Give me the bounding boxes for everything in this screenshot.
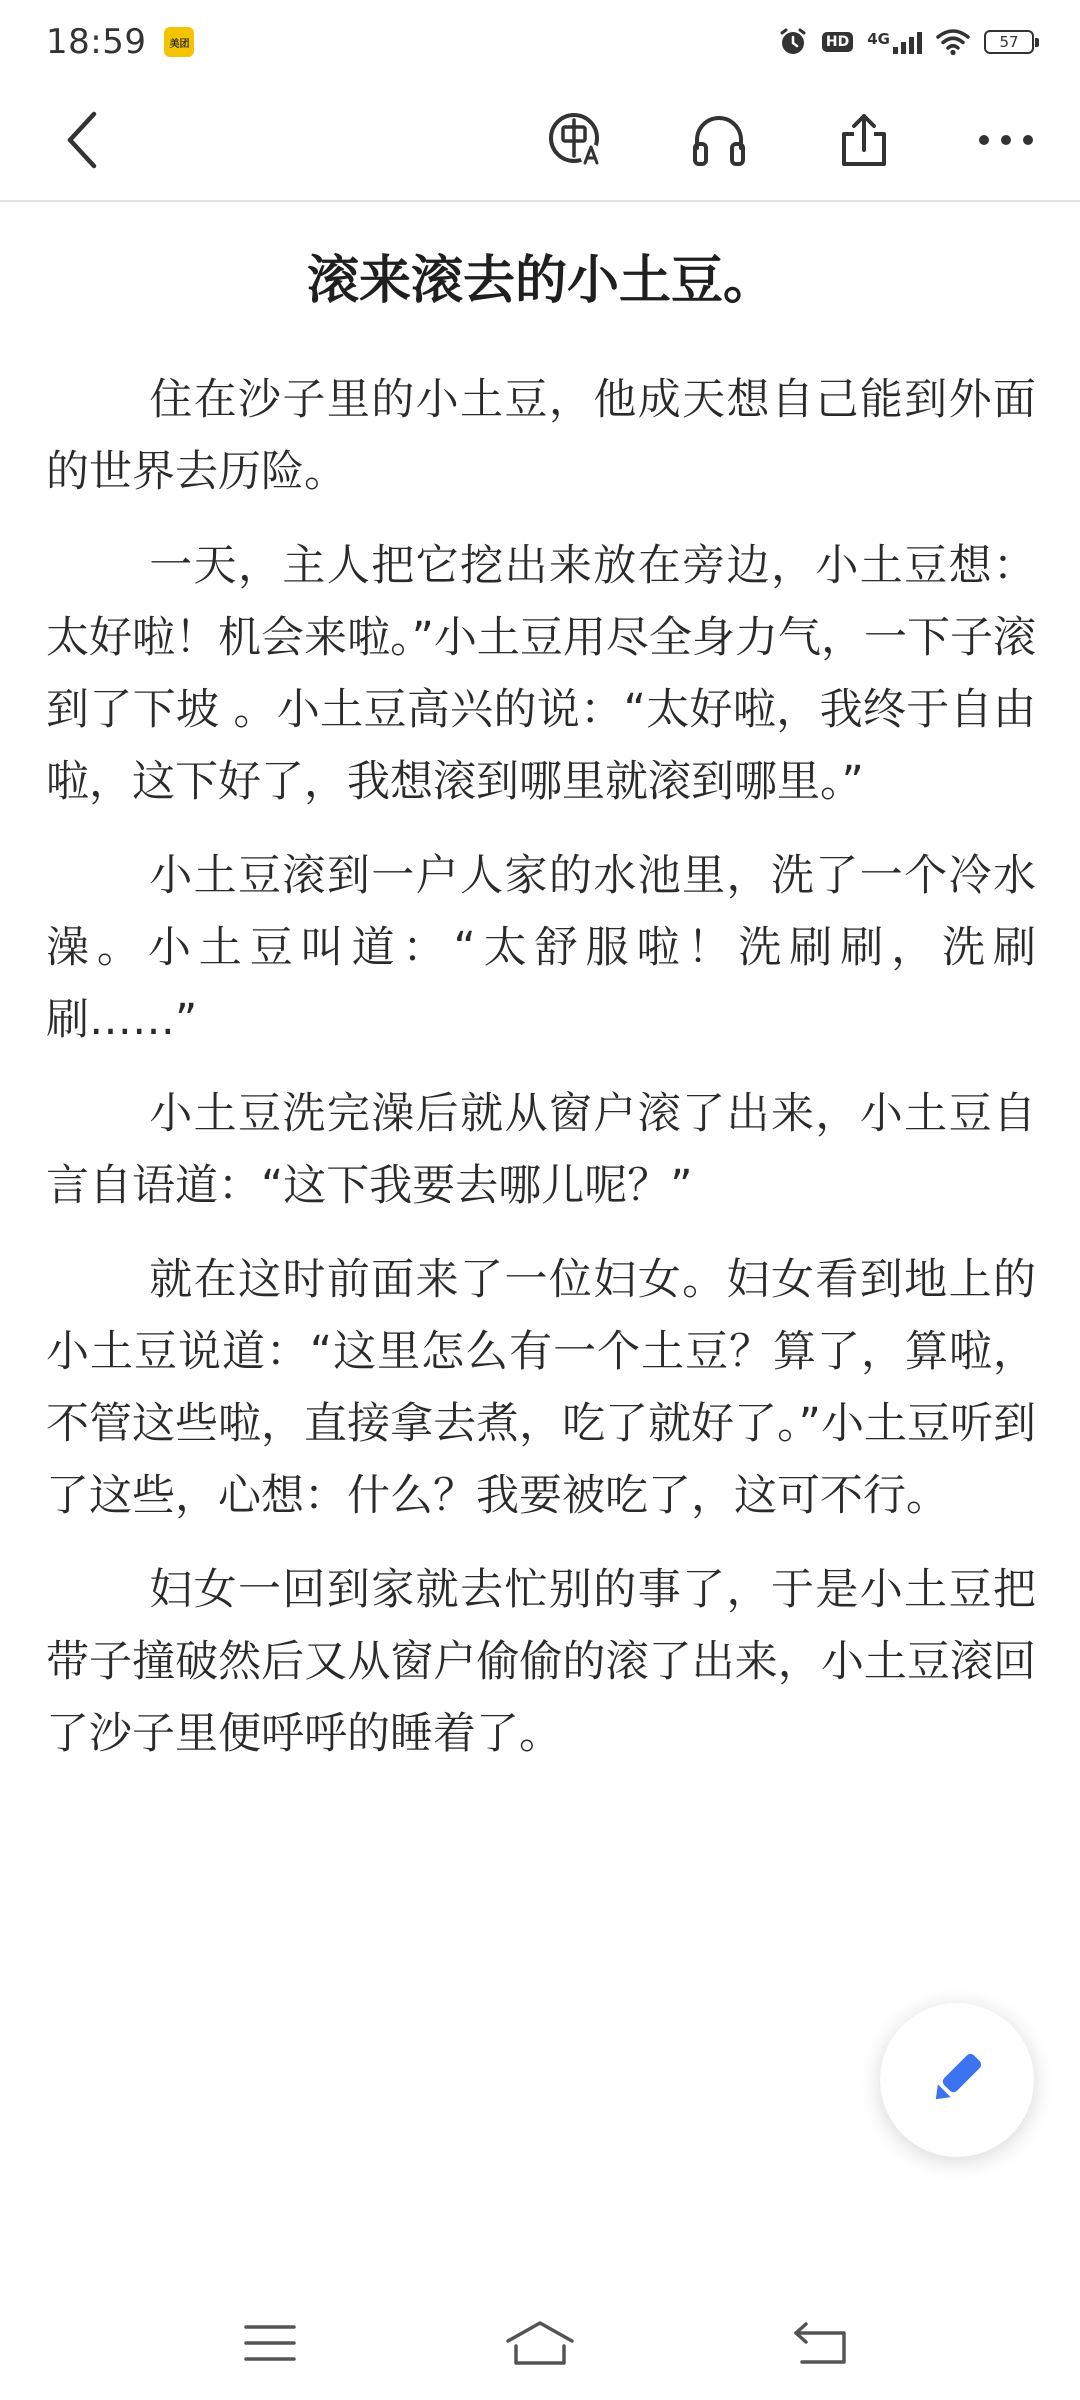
edit-pencil-icon (925, 2046, 989, 2114)
status-bar (0, 0, 1080, 84)
more-button[interactable] (970, 106, 1042, 178)
article-paragraph: 妇女一回到家就去忙别的事了，于是小土豆把带子撞破然后又从窗户偷偷的滚了出来，小土豆滚回了沙子里便呼呼的睡着了。 (46, 1565, 1036, 1759)
meituan-app-icon: 美团 (164, 27, 194, 57)
cellular-signal (867, 30, 922, 54)
status-right (778, 27, 1034, 57)
article-content (46, 226, 1036, 1792)
network-type-label: 4G (867, 30, 890, 48)
back-arrow-icon (792, 2320, 852, 2370)
translate-icon (546, 110, 606, 174)
battery-icon: 57 (984, 30, 1034, 54)
article-title: 滚来滚去的小土豆。 (306, 251, 775, 311)
headphones-icon (689, 110, 749, 174)
menu-icon (243, 2322, 297, 2368)
article-paragraph: 小土豆洗完澡后就从窗户滚了出来，小土豆自言自语道：“这下我要去哪儿呢？” (46, 1089, 1036, 1211)
article-paragraph: 就在这时前面来了一位妇女。妇女看到地上的小土豆说道：“这里怎么有一个土豆？算了，算啦，不管这些啦，直接拿去煮，吃了就好了。”小土豆听到了这些，心想：什么？我要被吃了，这可不行。 (46, 1255, 1036, 1521)
translate-button[interactable] (540, 106, 612, 178)
share-button[interactable] (828, 106, 900, 178)
system-navigation-bar (0, 2290, 1080, 2400)
article-paragraph: 一天，主人把它挖出来放在旁边，小土豆想：太好啦！机会来啦。”小土豆用尽全身力气，一下子滚到了下坡 。小土豆高兴的说：“太好啦，我终于自由啦，这下好了，我想滚到哪里就滚到哪里。” (46, 541, 1036, 807)
status-time: 18:59 (46, 22, 147, 62)
alarm-icon (778, 27, 808, 57)
article-paragraph: 小土豆滚到一户人家的水池里，洗了一个冷水澡。小土豆叫道：“太舒服啦！洗刷刷，洗刷刷……” (46, 851, 1036, 1045)
top-toolbar (0, 84, 1080, 202)
status-left (46, 22, 194, 62)
more-icon (976, 132, 1036, 152)
nav-menu-button[interactable] (220, 2310, 320, 2380)
back-button[interactable] (46, 106, 118, 178)
edit-button[interactable] (880, 2003, 1034, 2157)
wifi-icon (936, 28, 970, 56)
home-icon (504, 2319, 576, 2371)
nav-home-button[interactable] (490, 2310, 590, 2380)
back-icon (62, 108, 102, 176)
share-icon (836, 110, 892, 174)
listen-button[interactable] (683, 106, 755, 178)
signal-bars-icon (893, 30, 922, 54)
nav-back-button[interactable] (772, 2310, 872, 2380)
hd-voice-badge: HD (822, 32, 853, 52)
article-paragraph: 住在沙子里的小土豆，他成天想自己能到外面的世界去历险。 (46, 375, 1036, 497)
